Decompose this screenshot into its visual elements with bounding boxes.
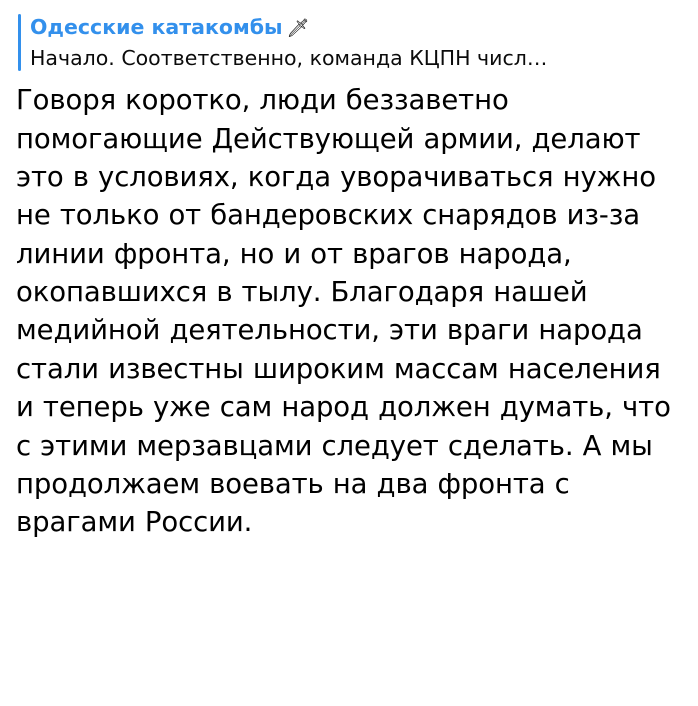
reply-snippet-text: Начало. Соответственно, команда КЦПН числ… [30,45,548,70]
dagger-emoji: 🗡 [286,17,310,39]
reply-author-name: Одесские катакомбы [30,15,283,39]
reply-quote-block[interactable] [18,14,682,71]
reply-accent-bar [18,14,21,71]
message-body-text: Говоря коротко, люди беззаветно помогающие Действующей армии, делают это в условиях, когда уворачиваться нужно не только от бандеровских снарядов из-за линии фронта, но и от врагов народа, окопавшихся в тылу. Благодаря нашей медийной деятельности, эти враги народа стали известны широким массам населения и теперь уже сам народ должен думать, что с этими мерзавцами следует сделать. А мы продолжаем воевать на два фронта с врагами России. [16,84,680,539]
reply-title-row [30,15,547,41]
reply-quote-body [30,14,547,71]
